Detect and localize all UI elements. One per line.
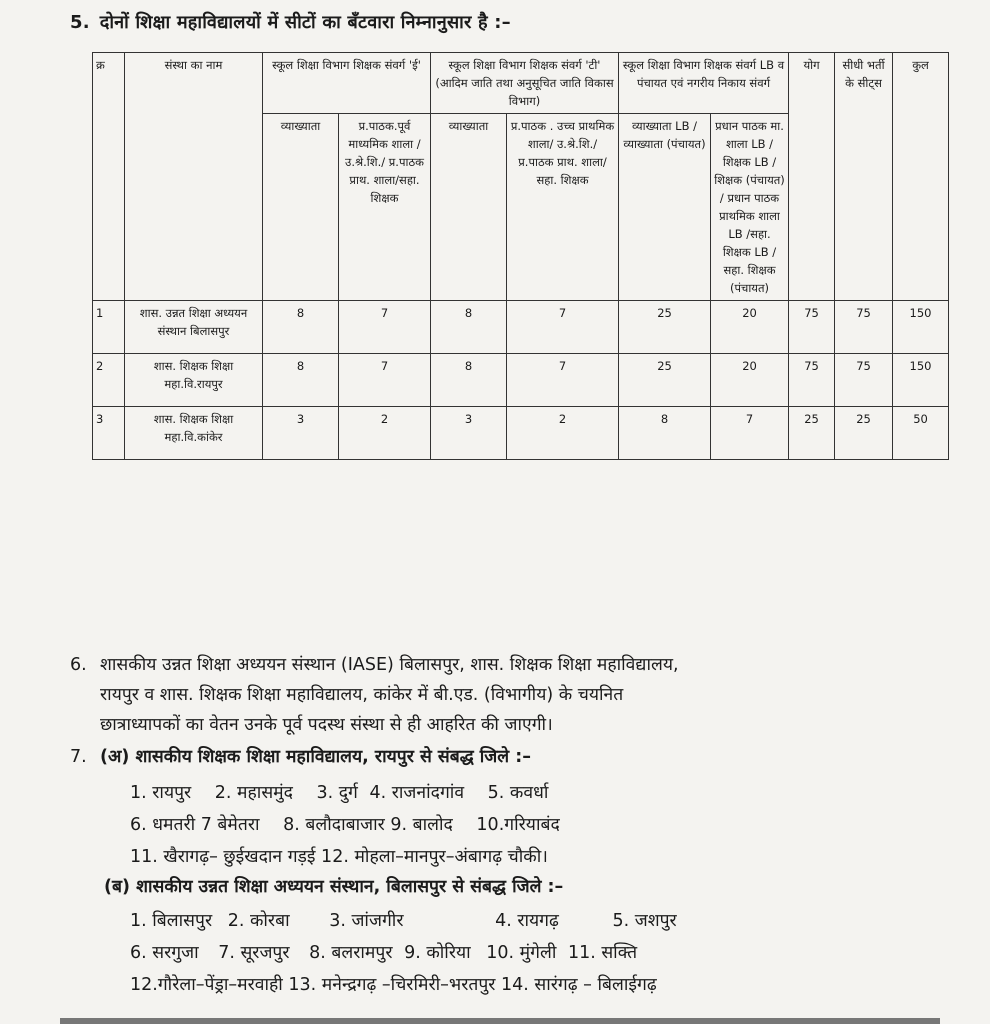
cell-t2: 2 bbox=[507, 407, 619, 460]
cell-name: शास. उन्नत शिक्षा अध्ययन संस्थान बिलासपुर bbox=[125, 301, 263, 354]
header-direct: सीधी भर्ती के सीट्स bbox=[835, 53, 893, 301]
district-list-b-line-3: 12.गौरेला–पेंड्रा–मरवाही 13. मनेन्द्रगढ़ –चिरमिरी–भरतपुर 14. सारंगढ़ – बिलाईगढ़ bbox=[130, 975, 657, 995]
list-item: 1. रायपुर bbox=[130, 783, 192, 803]
cell-lb1: 8 bbox=[619, 407, 711, 460]
district-list-b-line-2 bbox=[130, 938, 655, 968]
header-group-e: स्कूल शिक्षा विभाग शिक्षक संवर्ग 'ई' bbox=[263, 53, 431, 114]
section-5-heading bbox=[70, 10, 511, 34]
cell-e2: 2 bbox=[339, 407, 431, 460]
list-item: 4. रायगढ़ bbox=[495, 911, 559, 931]
list-item: 8. बलौदाबाजार 9. बालोद bbox=[283, 815, 453, 835]
header-e-headmaster: प्र.पाठक.पूर्व माध्यमिक शाला /उ.श्रे.शि./ प्र.पाठक प्राथ. शाला/सहा. शिक्षक bbox=[339, 114, 431, 301]
header-lb-headmaster: प्रधान पाठक मा. शाला LB /शिक्षक LB / शिक्षक (पंचायत) / प्रधान पाठक प्राथमिक शाला LB /सहा. शिक्षक LB /सहा. शिक्षक (पंचायत) bbox=[711, 114, 789, 301]
list-item: 10.गरियाबंद bbox=[476, 815, 560, 835]
cell-yog: 25 bbox=[789, 407, 835, 460]
cell-t2: 7 bbox=[507, 354, 619, 407]
list-item: 4. राजनांदगांव bbox=[369, 783, 465, 803]
cell-e1: 8 bbox=[263, 354, 339, 407]
table-row bbox=[93, 407, 949, 460]
section-6-line-2: रायपुर व शास. शिक्षक शिक्षा महाविद्यालय, कांकेर में बी.एड. (विभागीय) के चयनित bbox=[100, 685, 624, 705]
list-item: 3. जांजगीर bbox=[329, 911, 404, 931]
cell-lb1: 25 bbox=[619, 301, 711, 354]
cell-lb1: 25 bbox=[619, 354, 711, 407]
section-6 bbox=[70, 650, 910, 740]
list-item: 8. बलरामपुर bbox=[309, 943, 393, 963]
cell-e1: 3 bbox=[263, 407, 339, 460]
section-7-sub-a: (अ) शासकीय शिक्षक शिक्षा महाविद्यालय, रायपुर से संबद्ध जिले :– bbox=[100, 747, 531, 767]
cell-lb2: 20 bbox=[711, 301, 789, 354]
district-list-a-line-3: 11. खैरागढ़– छुईखदान गड़ई 12. मोहला–मानपुर–अंबागढ़ चौकी। bbox=[130, 847, 548, 867]
cell-e2: 7 bbox=[339, 301, 431, 354]
header-e-lecturer: व्याख्याता bbox=[263, 114, 339, 301]
cell-t2: 7 bbox=[507, 301, 619, 354]
header-group-lb: स्कूल शिक्षा विभाग शिक्षक संवर्ग LB व पंचायत एवं नगरीय निकाय संवर्ग bbox=[619, 53, 789, 114]
district-list-b-line-1 bbox=[130, 906, 695, 936]
cell-total: 150 bbox=[893, 354, 949, 407]
cell-t1: 3 bbox=[431, 407, 507, 460]
cell-yog: 75 bbox=[789, 354, 835, 407]
list-item: 10. मुंगेली bbox=[486, 943, 557, 963]
cell-lb2: 7 bbox=[711, 407, 789, 460]
cell-t1: 8 bbox=[431, 301, 507, 354]
cell-e2: 7 bbox=[339, 354, 431, 407]
cell-name: शास. शिक्षक शिक्षा महा.वि.कांकेर bbox=[125, 407, 263, 460]
section-6-line-1-text: शासकीय उन्नत शिक्षा अध्ययन संस्थान (IASE) बिलासपुर, शास. शिक्षक शिक्षा महाविद्यालय, bbox=[100, 655, 679, 675]
section-7-heading bbox=[70, 742, 531, 772]
table-row bbox=[93, 301, 949, 354]
list-item: 3. दुर्ग bbox=[316, 783, 358, 803]
cell-direct: 25 bbox=[835, 407, 893, 460]
header-sno: क्र bbox=[93, 53, 125, 301]
page-bottom-rule bbox=[60, 1018, 940, 1024]
table-header-row bbox=[93, 53, 949, 114]
cell-lb2: 20 bbox=[711, 354, 789, 407]
list-item: 2. महासमुंद bbox=[214, 783, 293, 803]
section-7-sub-b: (ब) शासकीय उन्नत शिक्षा अध्ययन संस्थान, बिलासपुर से संबद्ध जिले :– bbox=[104, 877, 564, 897]
list-item: 9. कोरिया bbox=[404, 943, 471, 963]
cell-total: 150 bbox=[893, 301, 949, 354]
cell-sno: 3 bbox=[93, 407, 125, 460]
seat-allocation-table bbox=[92, 52, 949, 460]
list-item: 6. सरगुजा bbox=[130, 943, 199, 963]
cell-name: शास. शिक्षक शिक्षा महा.वि.रायपुर bbox=[125, 354, 263, 407]
cell-sno: 2 bbox=[93, 354, 125, 407]
list-item: 2. कोरबा bbox=[227, 911, 290, 931]
section-5-number: 5. bbox=[70, 12, 90, 33]
header-name: संस्था का नाम bbox=[125, 53, 263, 301]
section-6-line-1 bbox=[70, 650, 910, 680]
cell-direct: 75 bbox=[835, 354, 893, 407]
list-item: 6. धमतरी 7 बेमेतरा bbox=[130, 815, 260, 835]
header-t-headmaster: प्र.पाठक . उच्च प्राथमिक शाला/ उ.श्रे.शि./ प्र.पाठक प्राथ. शाला/सहा. शिक्षक bbox=[507, 114, 619, 301]
table-row bbox=[93, 354, 949, 407]
header-total: कुल bbox=[893, 53, 949, 301]
section-6-line-3: छात्राध्यापकों का वेतन उनके पूर्व पदस्थ संस्था से ही आहरित की जाएगी। bbox=[100, 715, 553, 735]
cell-sno: 1 bbox=[93, 301, 125, 354]
cell-yog: 75 bbox=[789, 301, 835, 354]
list-item: 5. जशपुर bbox=[612, 911, 677, 931]
header-group-t: स्कूल शिक्षा विभाग शिक्षक संवर्ग 'टी' (आदिम जाति तथा अनुसूचित जाति विकास विभाग) bbox=[431, 53, 619, 114]
header-yog: योग bbox=[789, 53, 835, 301]
cell-t1: 8 bbox=[431, 354, 507, 407]
header-t-lecturer: व्याख्याता bbox=[431, 114, 507, 301]
list-item: 7. सूरजपुर bbox=[218, 943, 290, 963]
list-item: 11. सक्ति bbox=[567, 943, 638, 963]
header-lb-lecturer: व्याख्याता LB /व्याख्याता (पंचायत) bbox=[619, 114, 711, 301]
district-list-a-line-1 bbox=[130, 778, 566, 808]
cell-e1: 8 bbox=[263, 301, 339, 354]
section-5-title: दोनों शिक्षा महाविद्यालयों में सीटों का बँटवारा निम्नानुसार है :– bbox=[99, 12, 511, 33]
list-item: 1. बिलासपुर bbox=[130, 911, 213, 931]
cell-direct: 75 bbox=[835, 301, 893, 354]
list-item: 5. कवर्धा bbox=[487, 783, 549, 803]
section-7-number: 7. bbox=[70, 747, 87, 767]
district-list-a-line-2 bbox=[130, 810, 578, 840]
section-6-number: 6. bbox=[70, 655, 87, 675]
cell-total: 50 bbox=[893, 407, 949, 460]
